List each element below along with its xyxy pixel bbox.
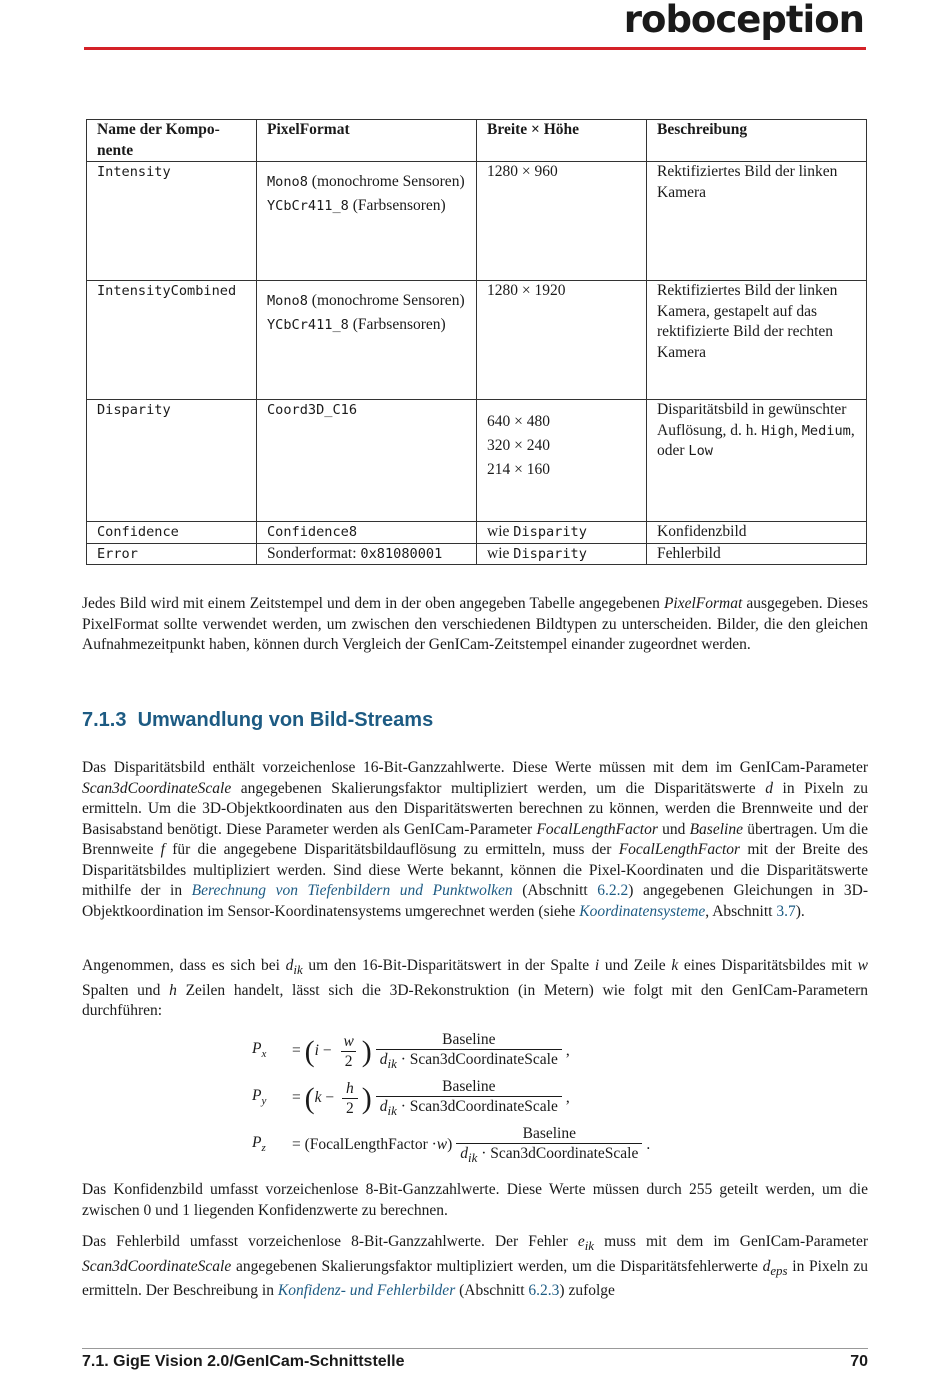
link-section-ref[interactable]: 6.2.2 [597,882,629,899]
pixelformat-cell [257,281,477,400]
resolution-prefix: wie [487,544,514,562]
math-var: d [285,957,294,974]
text: um den 16-Bit-Disparitätswert in der Spalte [302,957,595,974]
text: ausgegeben. Dieses PixelFormat sollte verwendet werden, um zwischen den verschiedenen Bildtypen zu unterscheiden. Bilder, die den gleichen Aufnahmezeitpunkt haben, können durch Vergleich der GenICam-Zeitstempel einander zugeordnet werden. [82,595,868,653]
math-var: i [314,1042,319,1060]
pixelformat-text: (monochrome Sensoren) [307,292,465,309]
header-resolution: Breite × Höhe [477,120,647,162]
math-text: Baseline [442,1077,496,1095]
math-text: ) [447,1136,453,1154]
pixelformat-code: 0x81080001 [360,545,443,562]
resolution-cell [477,522,647,544]
link-depth-images[interactable]: Berechnung von Tiefenbildern und Punktwolken [191,882,513,899]
table-row [87,281,867,400]
section-number: 7.1.3 [82,709,127,731]
pixelformat-text: (Farbsensoren) [348,315,446,333]
paragraph-disparity [82,758,868,922]
math-var: d [765,779,773,797]
text: Spalten und [82,981,170,999]
math-var: w [857,957,869,974]
math-var: e [577,1233,585,1250]
pixelformat-text: (Farbsensoren) [348,196,446,214]
math-sub: ik [468,1150,478,1166]
resolution-prefix: wie [487,523,514,540]
resolution-option: 214 × 160 [487,461,550,478]
math-sub: x [261,1047,267,1060]
link-confidence-error-images[interactable]: Konfidenz- und Fehlerbilder [277,1282,456,1300]
pixelformat-cell [257,162,477,281]
component-name: Error [87,543,257,565]
math-var: k [314,1089,322,1107]
component-name: Disparity [87,400,257,522]
math-sub: ik [387,1103,397,1119]
table-row [87,400,867,522]
pixelformat-code: YCbCr411_8 [267,316,349,333]
component-name: IntensityCombined [87,281,257,400]
emphasis: FocalLengthFactor [618,841,741,858]
emphasis: Baseline [689,820,743,838]
pixelformat-cell: Coord3D_C16 [257,400,477,522]
text: (Abschnitt [455,1282,529,1300]
resolution-cell: 1280 × 960 [477,162,647,281]
text: übertragen. Um die Brennweite [82,820,868,858]
resolution-option: 640 × 480 [487,413,550,430]
link-coordinate-systems[interactable]: Koordinatensysteme [579,902,706,920]
math-sub: y [261,1094,267,1107]
text: für die angegebene Disparitätsbildauflösung zu ermitteln, muss der [164,841,619,858]
table-header-row [87,120,867,162]
math-sub: eps [770,1262,788,1278]
pixelformat-code: Mono8 [267,293,308,309]
desc-code-medium: Medium [801,422,851,439]
text: eines Disparitätsbildes mit [678,957,858,974]
equations [252,1028,722,1169]
pixelformat-code: YCbCr411_8 [267,197,349,214]
text: Angenommen, dass es sich bei [82,957,286,974]
math-var: P [252,1133,262,1151]
math-text: · Scan3dCoordinateScale [477,1144,639,1162]
text: Jedes Bild wird mit einem Zeitstempel und dem in der oben angegeben Tabelle angegebenen [82,595,664,612]
desc-separator: , oder [657,421,855,459]
equation-py: $P_y$ = ( k − $\frac{h}{2}$ ) $\frac{\text{Baseline}}{d_{ik} \cdot Scan3dCoordinateScale}$ , [252,1077,570,1119]
math-var: d [379,1097,388,1115]
math-text: · Scan3dCoordinateScale [396,1050,558,1068]
section-title: Umwandlung von Bild-Streams [137,709,434,731]
table-row [87,162,867,281]
component-name: Confidence [87,522,257,544]
text: Das Disparitätsbild enthält vorzeichenlose 16-Bit-Ganzzahlwerte. Diese Werte müssen mit dem im GenICam-Parameter [82,759,868,776]
image-format-table [86,119,867,565]
desc-code-high: High [761,422,794,439]
text: ) angegebenen Gleichungen in 3D-Objektkoordination im Sensor-Koordinatensystems umgerechnet werden (siehe [82,882,869,920]
header-rule [84,47,866,50]
roboception-logo: roboception [623,0,864,41]
header-pixelformat: PixelFormat [257,120,477,162]
emphasis: FocalLengthFactor [536,820,658,838]
page-number: 70 [850,1353,868,1370]
section-heading [82,710,433,731]
pixelformat-text: (monochrome Sensoren) [307,173,465,190]
text: und Zeile [599,957,672,974]
paragraph-timestamps [82,594,868,656]
math-var: k [671,957,679,974]
math-var: P [252,1039,262,1057]
resolution-code: Disparity [513,524,587,540]
math-var: h [169,981,177,999]
table-row [87,522,867,544]
emphasis: Scan3dCoordinateScale [82,1257,232,1275]
resolution-cell: 1280 × 1920 [477,281,647,400]
math-var: w [343,1033,354,1050]
text: ). [795,902,805,920]
footer-rule [82,1348,868,1349]
math-sub: z [261,1141,266,1154]
math-var: d [460,1144,469,1162]
paragraph-confidence: Das Konfidenzbild umfasst vorzeichenlose 8-Bit-Ganzzahlwerte. Diese Werte müssen durch 255 geteilt werden, um die zwischen 0 und 1 liegenden Konfidenzwerte zu berechnen. [82,1181,868,1219]
pixelformat-cell [257,543,477,565]
text: , Abschnitt [705,902,777,920]
resolution-cell [477,543,647,565]
text: in Pixeln zu ermitteln. Um die 3D-Objektkoordinaten aus den Disparitätswerten berechnen zu können, werden die Brennweite und der Basisabstand benötigt. Diese Parameter werden als GenICam-Parameter [82,779,868,838]
text: Zeilen handelt, lässt sich die 3D-Rekonstruktion (in Metern) wie folgt mit den GenICam-Parametern durchführen: [82,981,868,1020]
math-num: 2 [341,1051,357,1071]
header-description: Beschreibung [647,120,867,162]
resolution-option: 320 × 240 [487,437,550,454]
text: (Abschnitt [512,882,598,899]
math-num: 2 [342,1098,358,1118]
text: angegebenen Skalierungsfaktor multipliziert werden, um die Disparitätsfehlerwerte [231,1257,763,1275]
text: und [657,820,690,838]
description-cell [647,400,867,522]
math-text: (FocalLengthFactor · [304,1136,437,1154]
emphasis: PixelFormat [663,595,743,612]
math-var: f [160,841,165,858]
text: ) zufolge [559,1282,615,1300]
math-sub: ik [293,962,303,978]
desc-code-low: Low [688,443,713,459]
header-component-name: Name der Kompo- nente [87,120,257,162]
math-var: w [436,1136,448,1154]
pixelformat-cell: Confidence8 [257,522,477,544]
math-var: P [252,1086,262,1104]
math-var: h [346,1080,354,1097]
equation-px: $P_x$ = ( i − $\frac{w}{2}$ ) $\frac{\text{Baseline}}{d_{ik} \cdot Scan3dCoordinateScale}$ , [252,1030,570,1072]
link-section-ref[interactable]: 6.2.3 [528,1282,560,1300]
footer-section-title: 7.1. GigE Vision 2.0/GenICam-Schnittstelle [82,1353,405,1370]
text: Das Fehlerbild umfasst vorzeichenlose 8-Bit-Ganzzahlwerte. Der Fehler [82,1233,578,1250]
math-var: i [594,957,600,974]
math-var: d [762,1257,771,1275]
description-cell: Fehlerbild [647,543,867,565]
link-section-ref[interactable]: 3.7 [776,902,796,920]
resolution-code: Disparity [513,545,587,562]
text: mit der Breite des Disparitätsbildes multipliziert werden. Sind diese Werte bekannt, können die Pixel-Koordinaten und die Disparitätswerte mithilfe der in [82,841,868,899]
description-cell: Rektifiziertes Bild der linken Kamera [647,162,867,281]
paragraph-reconstruction [82,956,868,1022]
description-cell: Konfidenzbild [647,522,867,544]
math-text: Baseline [442,1030,496,1048]
component-name: Intensity [87,162,257,281]
emphasis: Scan3dCoordinateScale [82,779,232,797]
math-sub: ik [584,1238,595,1254]
description-text: Disparitätsbild in gewünschter Auflösung, d. h. [657,401,847,439]
equation-pz: $P_z$ = (FocalLengthFactor · w ) $\frac{\text{Baseline}}{d_{ik} \cdot Scan3dCoordinateScale}$ . [252,1124,651,1166]
math-var: d [379,1050,388,1068]
pixelformat-prefix: Sonderformat: [267,544,361,562]
paragraph-error [82,1232,868,1302]
desc-separator: , [793,421,802,439]
math-text: · Scan3dCoordinateScale [396,1097,558,1115]
resolution-cell [477,400,647,522]
math-sub: ik [387,1056,397,1072]
text: muss mit dem im GenICam-Parameter [594,1233,868,1250]
math-text: Baseline [522,1124,576,1142]
pixelformat-code: Mono8 [267,174,308,190]
text: in Pixeln zu ermitteln. Der Beschreibung in [82,1257,868,1300]
description-cell: Rektifiziertes Bild der linken Kamera, gestapelt auf das rektifizierte Bild der rechten Kamera [647,281,867,400]
table-row [87,543,867,565]
text: angegebenen Skalierungsfaktor multipliziert werden, um die Disparitätswerte [231,779,766,797]
